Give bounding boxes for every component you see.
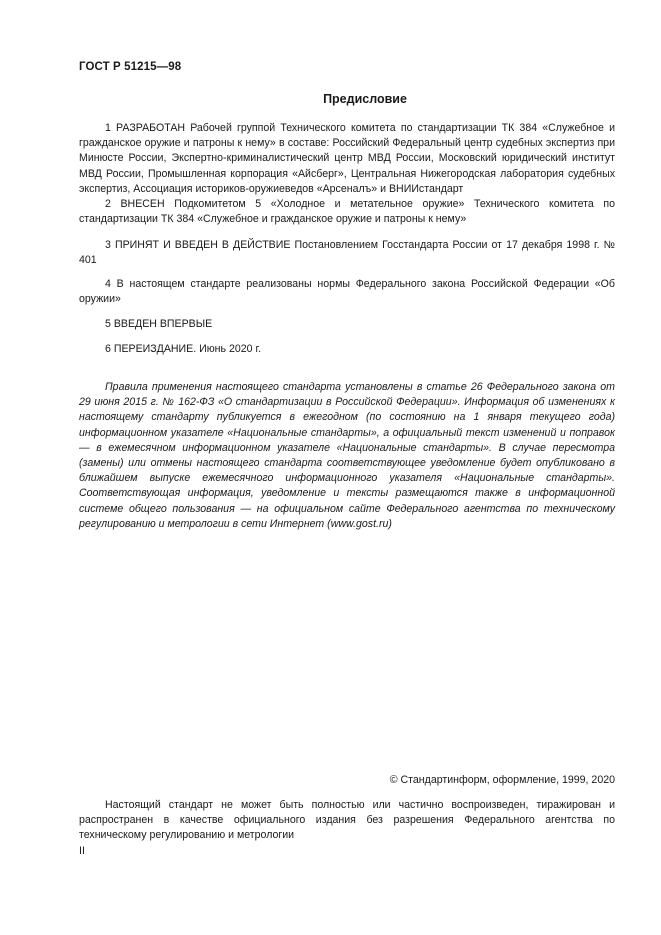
preface-item-4: 4 В настоящем стандарте реализованы нормы Федерального закона Российской Федерации «Об оружии» — [79, 278, 615, 306]
preface-item-2: 2 ВНЕСЕН Подкомитетом 5 «Холодное и метательное оружие» Технического комитета по стандартизации ТК 384 «Служебное и гражданское оружие и патроны к нему» — [79, 198, 615, 226]
reproduction-notice: Настоящий стандарт не может быть полностью или частично воспроизведен, тиражирован и распространен в качестве официального издания без разрешения Федерального агентства по техническому регулированию и метрологии — [79, 799, 615, 842]
copyright-line: © Стандартинформ, оформление, 1999, 2020 — [389, 774, 615, 786]
preface-item-6: 6 ПЕРЕИЗДАНИЕ. Июнь 2020 г. — [105, 343, 262, 355]
preface-item-3: 3 ПРИНЯТ И ВВЕДЕН В ДЕЙСТВИЕ Постановлением Госстандарта России от 17 декабря 1998 г. № 401 — [79, 239, 615, 267]
preface-title: Предисловие — [323, 92, 407, 106]
preface-item-5: 5 ВВЕДЕН ВПЕРВЫЕ — [105, 318, 213, 330]
application-rules-notice: Правила применения настоящего стандарта установлены в статье 26 Федерального закона от 29 июня 2015 г. № 162-ФЗ «О стандартизации в Российской Федерации». Информация об изменениях к настоящему стандарту публикуется в ежегодном (по состоянию на 1 января текущего года) информационном указателе «Национальные стандарты», а официальный текст изменений и поправок — в ежемесячном информационном указателе «Национальные стандарты». В случае пересмотра (замены) или отмены настоящего стандарта соответствующее уведомление будет опубликовано в ближайшем выпуске ежемесячного информационного указателя «Национальные стандарты». Соответствующая информация, уведомление и тексты размещаются также в информационной системе общего пользования — на официальном сайте Федерального агентства по техническому регулированию и метрологии в сети Интернет (www.gost.ru) — [79, 381, 615, 530]
preface-item-1: 1 РАЗРАБОТАН Рабочей группой Технического комитета по стандартизации ТК 384 «Служебное и гражданское оружие и патроны к нему» в составе: Российский Федеральный центр судебных экспертиз при Минюсте России, Экспертно-криминалистический центр МВД России, Московский юридический институт МВД России, Промышленная корпорация «Айсберг», Центральная Нижегородская лаборатория судебных экспертиз, Ассоциация историков-оружиеведов «Арсеналъ» и ВНИИстандарт — [79, 122, 615, 195]
page-number: II — [79, 845, 85, 857]
document-code: ГОСТ Р 51215—98 — [79, 61, 182, 73]
